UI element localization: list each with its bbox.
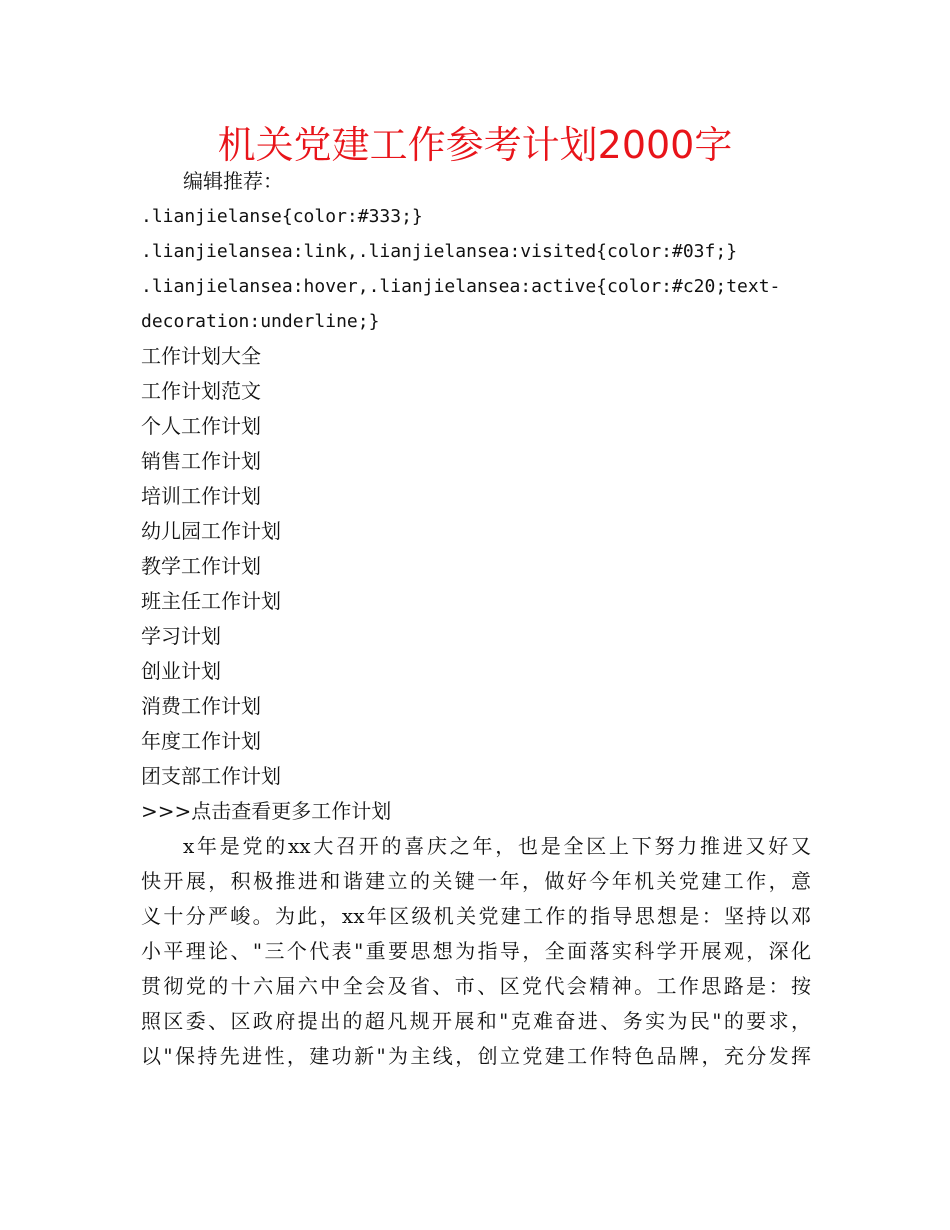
more-work-plans-link[interactable]: >>>点击查看更多工作计划 <box>141 799 392 823</box>
link-annual-work-plan[interactable]: 年度工作计划 <box>141 729 261 753</box>
link-work-plan-all[interactable]: 工作计划大全 <box>141 344 261 368</box>
link-kindergarten-work-plan[interactable]: 幼儿园工作计划 <box>141 519 281 543</box>
css-line: .lianjielanse{color:#333;} <box>141 206 423 227</box>
paragraph-line: x年是党的xx大召开的喜庆之年，也是全区上下努力推进又好又 <box>183 834 811 858</box>
document-title: 机关党建工作参考计划2000字 <box>217 123 733 167</box>
link-consumption-work-plan[interactable]: 消费工作计划 <box>141 694 261 718</box>
css-line: .lianjielansea:hover,.lianjielansea:active{color:#c20;text- <box>141 276 781 297</box>
css-line: decoration:underline;} <box>141 311 380 332</box>
document-body <box>141 164 811 1074</box>
link-sales-work-plan[interactable]: 销售工作计划 <box>141 449 261 473</box>
link-study-plan[interactable]: 学习计划 <box>141 624 221 648</box>
link-training-work-plan[interactable]: 培训工作计划 <box>141 484 261 508</box>
link-teaching-work-plan[interactable]: 教学工作计划 <box>141 554 261 578</box>
link-head-teacher-work-plan[interactable]: 班主任工作计划 <box>141 589 281 613</box>
paragraph-line: 小平理论、"三个代表"重要思想为指导，全面落实科学开展观，深化 <box>141 939 811 963</box>
paragraph-line: 照区委、区政府提出的超凡规开展和"克难奋进、务实为民"的要求， <box>141 1009 811 1033</box>
paragraph-line: 贯彻党的十六届六中全会及省、市、区党代会精神。工作思路是：按 <box>141 974 811 998</box>
link-youth-league-work-plan[interactable]: 团支部工作计划 <box>141 764 281 788</box>
css-line: .lianjielansea:link,.lianjielansea:visited{color:#03f;} <box>141 241 738 262</box>
link-personal-work-plan[interactable]: 个人工作计划 <box>141 414 261 438</box>
paragraph-line: 义十分严峻。为此，xx年区级机关党建工作的指导思想是：坚持以邓 <box>141 904 811 928</box>
paragraph-line: 快开展，积极推进和谐建立的关键一年，做好今年机关党建工作，意 <box>141 869 811 893</box>
editor-recommend-label: 编辑推荐： <box>183 169 283 193</box>
link-startup-plan[interactable]: 创业计划 <box>141 659 221 683</box>
paragraph-line: 以"保持先进性，建功新"为主线，创立党建工作特色品牌，充分发挥 <box>141 1044 811 1068</box>
link-work-plan-samples[interactable]: 工作计划范文 <box>141 379 261 403</box>
